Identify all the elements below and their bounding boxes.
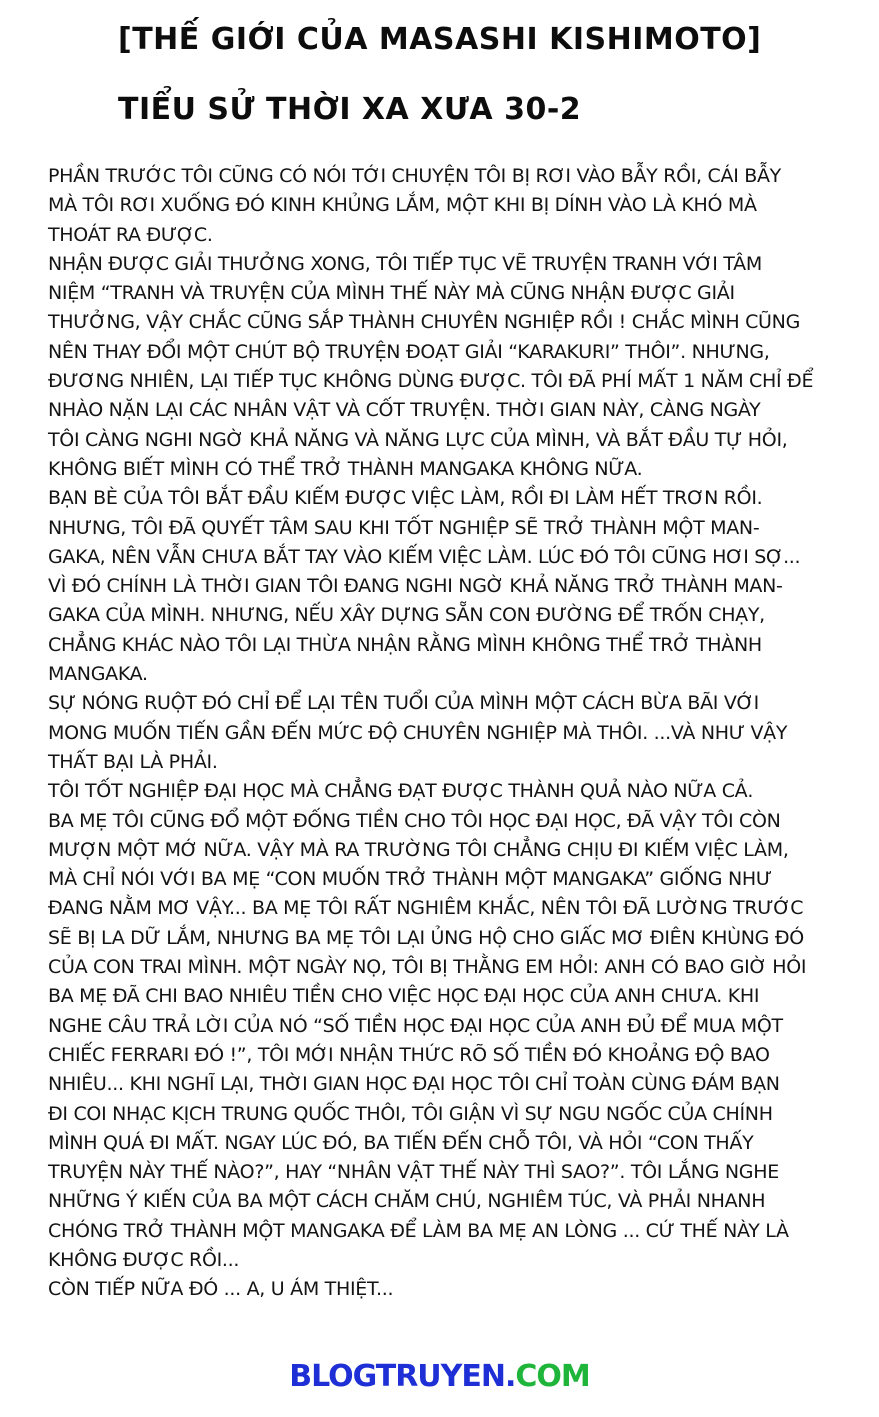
text-line: SẼ BỊ LA DỮ LẮM, NHƯNG BA MẸ TÔI LẠI ỦNG HỘ CHO GIẤC MƠ ĐIÊN KHÙNG ĐÓ	[48, 926, 804, 949]
text-line: MƯỢN MỘT MỚ NỮA. VẬY MÀ RA TRƯỜNG TÔI CHẲNG CHỊU ĐI KIẾM VIỆC LÀM,	[48, 838, 789, 861]
text-line: MÀ TÔI RƠI XUỐNG ĐÓ KINH KHỦNG LẮM, MỘT KHI BỊ DÍNH VÀO LÀ KHÓ MÀ	[48, 194, 757, 217]
watermark-brand: BLOGTRUYEN	[289, 1359, 505, 1394]
text-line: CHẲNG KHÁC NÀO TÔI LẠI THỪA NHẬN RẰNG MÌNH KHÔNG THỂ TRỞ THÀNH	[48, 633, 762, 656]
text-line: THOÁT RA ĐƯỢC.	[48, 223, 213, 246]
text-line: BA MẸ ĐÃ CHI BAO NHIÊU TIỀN CHO VIỆC HỌC ĐẠI HỌC CỦA ANH CHƯA. KHI	[48, 985, 760, 1008]
watermark-dot: .	[504, 1359, 516, 1394]
text-line: PHẦN TRƯỚC TÔI CŨNG CÓ NÓI TỚI CHUYỆN TÔI BỊ RƠI VÀO BẪY RỒI, CÁI BẪY	[48, 165, 781, 187]
text-line: GAKA, NÊN VẪN CHƯA BẮT TAY VÀO KIẾM VIỆC LÀM. LÚC ĐÓ TÔI CŨNG HƠI SỢ...	[48, 545, 801, 568]
text-line: TÔI TỐT NGHIỆP ĐẠI HỌC MÀ CHẲNG ĐẠT ĐƯỢC THÀNH QUẢ NÀO NỮA CẢ.	[48, 780, 754, 803]
text-line: NHẬN ĐƯỢC GIẢI THƯỞNG XONG, TÔI TIẾP TỤC VẼ TRUYỆN TRANH VỚI TÂM	[48, 252, 762, 275]
text-line: KHÔNG ĐƯỢC RỒI...	[48, 1248, 240, 1271]
text-line: NGHE CÂU TRẢ LỜI CỦA NÓ “SỐ TIỀN HỌC ĐẠI HỌC CỦA ANH ĐỦ ĐỂ MUA MỘT	[48, 1014, 783, 1037]
text-line: SỰ NÓNG RUỘT ĐÓ CHỈ ĐỂ LẠI TÊN TUỔI CỦA MÌNH MỘT CÁCH BỪA BÃI VỚI	[48, 692, 759, 715]
text-line: CỦA CON TRAI MÌNH. MỘT NGÀY NỌ, TÔI BỊ THẰNG EM HỎI: ANH CÓ BAO GIỜ HỎI	[48, 956, 807, 979]
text-line: BẠN BÈ CỦA TÔI BẮT ĐẦU KIẾM ĐƯỢC VIỆC LÀM, RỒI ĐI LÀM HẾT TRƠN RỒI.	[48, 487, 763, 510]
text-line: ĐƯƠNG NHIÊN, LẠI TIẾP TỤC KHÔNG DÙNG ĐƯỢC. TÔI ĐÃ PHÍ MẤT 1 NĂM CHỈ ĐỂ	[48, 370, 814, 393]
text-line: CÒN TIẾP NỮA ĐÓ ... A, U ÁM THIỆT...	[48, 1278, 394, 1301]
text-line: THƯỞNG, VẬY CHẮC CŨNG SẮP THÀNH CHUYÊN NGHIỆP RỒI ! CHẮC MÌNH CŨNG	[48, 311, 801, 334]
text-line: MANGAKA.	[48, 663, 148, 686]
text-line: GAKA CỦA MÌNH. NHƯNG, NẾU XÂY DỰNG SẴN CON ĐƯỜNG ĐỂ TRỐN CHẠY,	[48, 604, 765, 627]
text-line: THẤT BẠI LÀ PHẢI.	[48, 750, 218, 773]
text-line: NHIÊU... KHI NGHĨ LẠI, THỜI GIAN HỌC ĐẠI HỌC TÔI CHỈ TOÀN CÙNG ĐÁM BẠN	[48, 1073, 780, 1096]
watermark-tld: COM	[515, 1359, 590, 1394]
text-line: MÌNH QUÁ ĐI MẤT. NGAY LÚC ĐÓ, BA TIẾN ĐẾN CHỖ TÔI, VÀ HỎI “CON THẤY	[48, 1131, 754, 1154]
text-line: MONG MUỐN TIẾN GẦN ĐẾN MỨC ĐỘ CHUYÊN NGHIỆP MÀ THÔI. ...VÀ NHƯ VẬY	[48, 721, 788, 744]
page-title: [THẾ GIỚI CỦA MASASHI KISHIMOTO]	[118, 22, 762, 57]
text-line: VÌ ĐÓ CHÍNH LÀ THỜI GIAN TÔI ĐANG NGHI NGỜ KHẢ NĂNG TRỞ THÀNH MAN-	[48, 575, 783, 598]
text-line: BA MẸ TÔI CŨNG ĐỔ MỘT ĐỐNG TIỀN CHO TÔI HỌC ĐẠI HỌC, ĐÃ VẬY TÔI CÒN	[48, 809, 781, 832]
text-line: NIỆM “TRANH VÀ TRUYỆN CỦA MÌNH THẾ NÀY MÀ CŨNG NHẬN ĐƯỢC GIẢI	[48, 282, 735, 305]
page-subtitle: TIỂU SỬ THỜI XA XƯA 30-2	[118, 92, 582, 127]
text-line: NÊN THAY ĐỔI MỘT CHÚT BỘ TRUYỆN ĐOẠT GIẢI “KARAKURI” THÔI”. NHƯNG,	[48, 340, 770, 363]
article-body	[48, 162, 818, 1305]
text-line: ĐANG NẰM MƠ VẬY... BA MẸ TÔI RẤT NGHIÊM KHẮC, NÊN TÔI ĐÃ LƯỜNG TRƯỚC	[48, 897, 804, 920]
text-line: NHÀO NẶN LẠI CÁC NHÂN VẬT VÀ CỐT TRUYỆN. THỜI GIAN NÀY, CÀNG NGÀY	[48, 399, 761, 422]
text-line: MÀ CHỈ NÓI VỚI BA MẸ “CON MUỐN TRỞ THÀNH MỘT MANGAKA” GIỐNG NHƯ	[48, 868, 772, 891]
watermark-logo	[0, 1337, 879, 1417]
text-line: TÔI CÀNG NGHI NGỜ KHẢ NĂNG VÀ NĂNG LỰC CỦA MÌNH, VÀ BẮT ĐẦU TỰ HỎI,	[48, 428, 788, 451]
text-line: CHIẾC FERRARI ĐÓ !”, TÔI MỚI NHẬN THỨC RÕ SỐ TIỀN ĐÓ KHOẢNG ĐỘ BAO	[48, 1043, 770, 1066]
text-line: KHÔNG BIẾT MÌNH CÓ THỂ TRỞ THÀNH MANGAKA KHÔNG NỮA.	[48, 457, 643, 480]
text-line: NHỮNG Ý KIẾN CỦA BA MỘT CÁCH CHĂM CHÚ, NGHIÊM TÚC, VÀ PHẢI NHANH	[48, 1190, 766, 1213]
text-line: ĐI COI NHẠC KỊCH TRUNG QUỐC THÔI, TÔI GIẬN VÌ SỰ NGU NGỐC CỦA CHÍNH	[48, 1102, 773, 1125]
text-line: TRUYỆN NÀY THẾ NÀO?”, HAY “NHÂN VẬT THẾ NÀY THÌ SAO?”. TÔI LẮNG NGHE	[48, 1161, 779, 1184]
text-line: NHƯNG, TÔI ĐÃ QUYẾT TÂM SAU KHI TỐT NGHIỆP SẼ TRỞ THÀNH MỘT MAN-	[48, 516, 760, 539]
text-line: CHÓNG TRỞ THÀNH MỘT MANGAKA ĐỂ LÀM BA MẸ AN LÒNG ... CỨ THẾ NÀY LÀ	[48, 1219, 789, 1242]
